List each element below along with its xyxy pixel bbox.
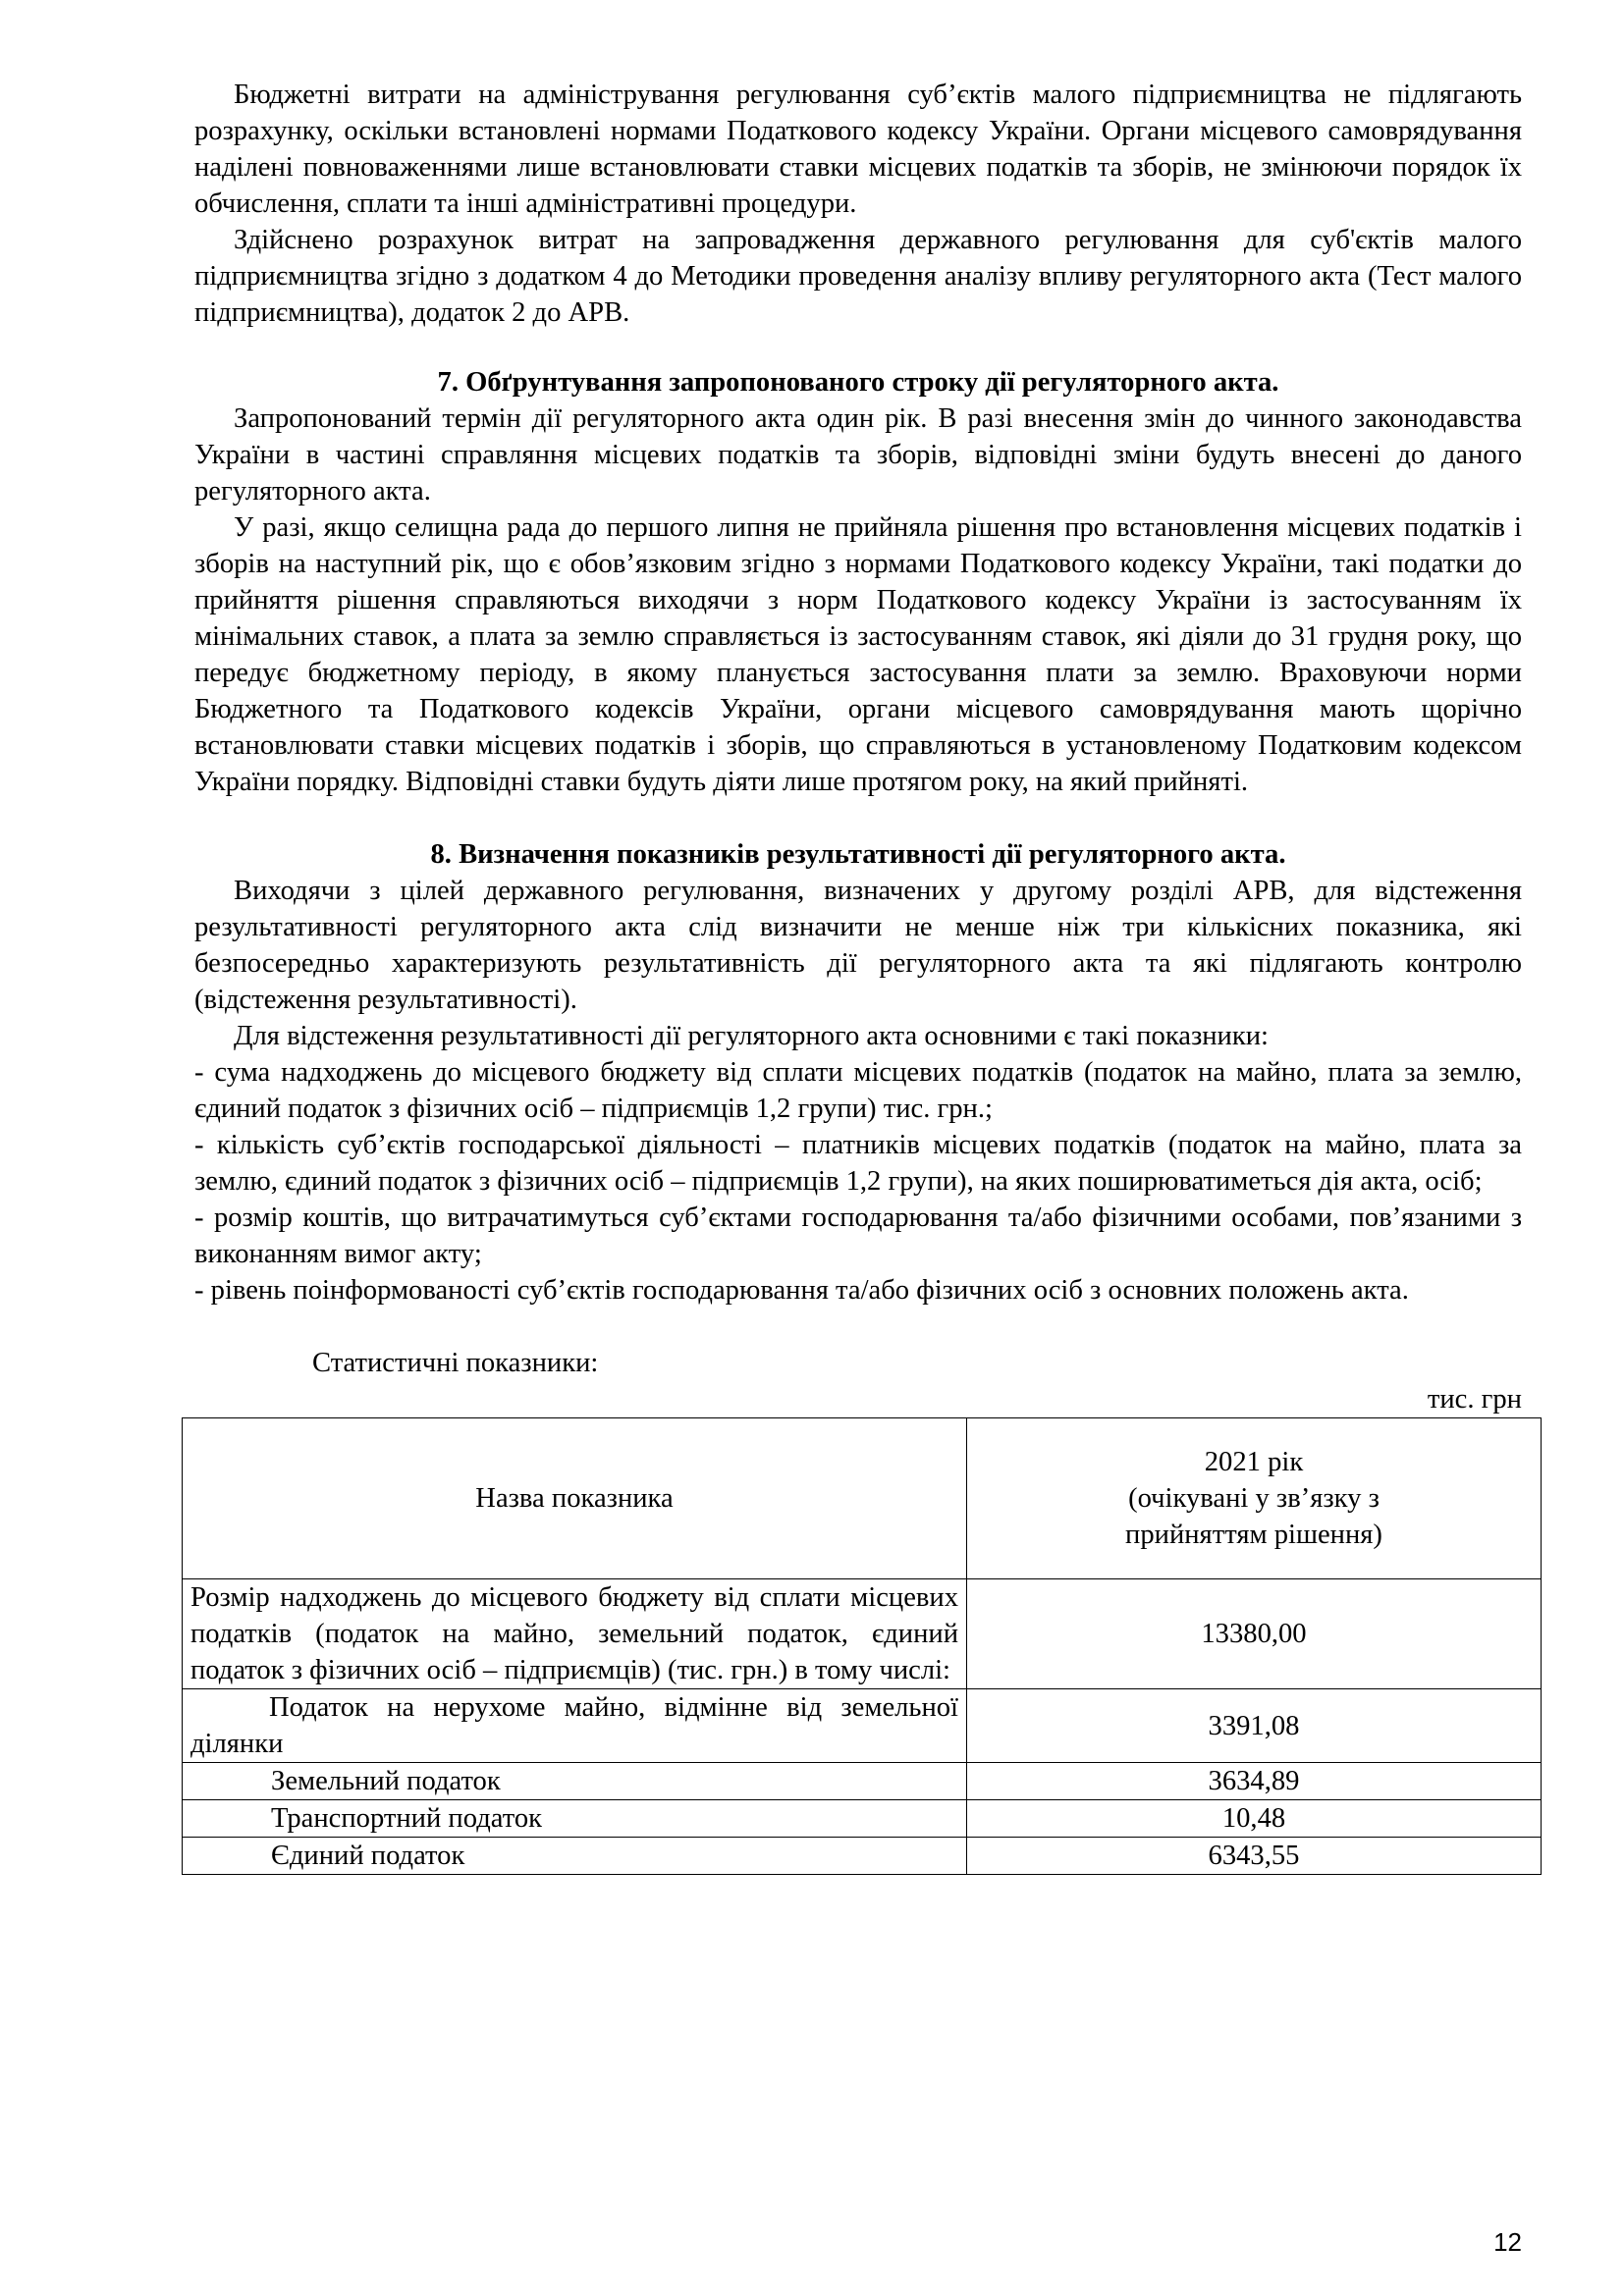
header-year-line-3: прийняттям рішення) (1125, 1520, 1382, 1550)
row-value: 6343,55 (967, 1838, 1542, 1875)
unit-label: тис. грн (1427, 1384, 1522, 1415)
section-8-paragraph-1: Виходячи з цілей державного регулювання, визначених у другому розділі АРВ, для відстеження результативності регуляторного акта слід визначити не менше ніж три кількісних показника, які безпосередньо характеризують результативність дії регуляторного акта та які підлягають контролю (відстеження результативності). (194, 876, 1522, 1015)
header-indicator-name: Назва показника (183, 1418, 967, 1579)
section-7-heading: 7. Обґрунтування запропонованого строку дії регуляторного акта. (437, 367, 1279, 398)
row-value: 13380,00 (967, 1579, 1542, 1689)
table-row (183, 1579, 1542, 1689)
table-row (183, 1838, 1542, 1875)
paragraph-budget-costs: Бюджетні витрати на адміністрування регулювання суб’єктів малого підприємництва не підлягають розрахунку, оскільки встановлені нормами Податкового кодексу України. Органи місцевого самоврядування наділені повноваженнями лише встановлювати ставки місцевих податків та зборів, не змінюючи порядок їх обчислення, сплати та інші адміністративні процедури. (194, 80, 1522, 219)
table-row (183, 1800, 1542, 1838)
row-name: Транспортний податок (183, 1800, 967, 1838)
indicator-bullet-4: - рівень поінформованості суб’єктів господарювання та/або фізичних осіб з основних положень акта. (194, 1275, 1409, 1306)
page-number: 12 (1493, 2227, 1522, 2257)
header-year (967, 1418, 1542, 1579)
statistics-table (182, 1417, 1542, 1875)
table-row (183, 1689, 1542, 1763)
row-name: Розмір надходжень до місцевого бюджету від сплати місцевих податків (податок на майно, земельний податок, єдиний податок з фізичних осіб – підприємців) (тис. грн.) в тому числі: (183, 1579, 967, 1689)
row-value: 3634,89 (967, 1763, 1542, 1800)
section-8-paragraph-2: Для відстеження результативності дії регуляторного акта основними є такі показники: (234, 1021, 1270, 1051)
statistics-label: Статистичні показники: (312, 1348, 599, 1378)
row-name: Земельний податок (183, 1763, 967, 1800)
paragraph-cost-calculation: Здійснено розрахунок витрат на запровадження державного регулювання для суб'єктів малого підприємництва згідно з додатком 4 до Методики проведення аналізу впливу регуляторного акта (Тест малого підприємництва), додаток 2 до АРВ. (194, 225, 1522, 328)
header-year-line-2: (очікувані у зв’язку з (1128, 1483, 1380, 1514)
row-value: 10,48 (967, 1800, 1542, 1838)
indicator-bullet-3: - розмір коштів, що витрачатимуться суб’єктами господарювання та/або фізичними особами, пов’язаними з виконанням вимог акту; (194, 1202, 1522, 1269)
row-name: Податок на нерухоме майно, відмінне від земельної ділянки (183, 1689, 967, 1763)
indicator-bullet-2: - кількість суб’єктів господарської діяльності – платників місцевих податків (податок на майно, плата за землю, єдиний податок з фізичних осіб – підприємців 1,2 групи), на яких поширюватиметься дія акта, осіб; (194, 1130, 1522, 1197)
section-8-heading: 8. Визначення показників результативності дії регуляторного акта. (430, 839, 1286, 870)
indicator-bullet-1: - сума надходжень до місцевого бюджету від сплати місцевих податків (податок на майно, плата за землю, єдиний податок з фізичних осіб – підприємців 1,2 групи) тис. грн.; (194, 1057, 1522, 1124)
table-header-row (183, 1418, 1542, 1579)
section-7-paragraph-1: Запропонований термін дії регуляторного акта один рік. В разі внесення змін до чинного законодавства України в частині справляння місцевих податків та зборів, відповідні зміни будуть внесені до даного регуляторного акта. (194, 403, 1522, 507)
header-year-line-1: 2021 рік (1204, 1447, 1304, 1477)
table-row (183, 1763, 1542, 1800)
row-name: Єдиний податок (183, 1838, 967, 1875)
section-7-paragraph-2: У разі, якщо селищна рада до першого липня не прийняла рішення про встановлення місцевих податків і зборів на наступний рік, що є обов’язковим згідно з нормами Податкового кодексу України, такі податки до прийняття рішення справляються виходячи з норм Податкового кодексу України із застосуванням їх мінімальних ставок, а плата за землю справляється із застосуванням ставок, які діяли до 31 грудня року, що передує бюджетному періоду, в якому планується застосування плати за землю. Враховуючи норми Бюджетного та Податкового кодексів України, органи місцевого самоврядування мають щорічно встановлювати ставки місцевих податків і зборів, що справляються в установленому Податковим кодексом України порядку. Відповідні ставки будуть діяти лише протягом року, на який прийняті. (194, 512, 1522, 797)
row-value: 3391,08 (967, 1689, 1542, 1763)
document-page (190, 77, 1522, 1875)
